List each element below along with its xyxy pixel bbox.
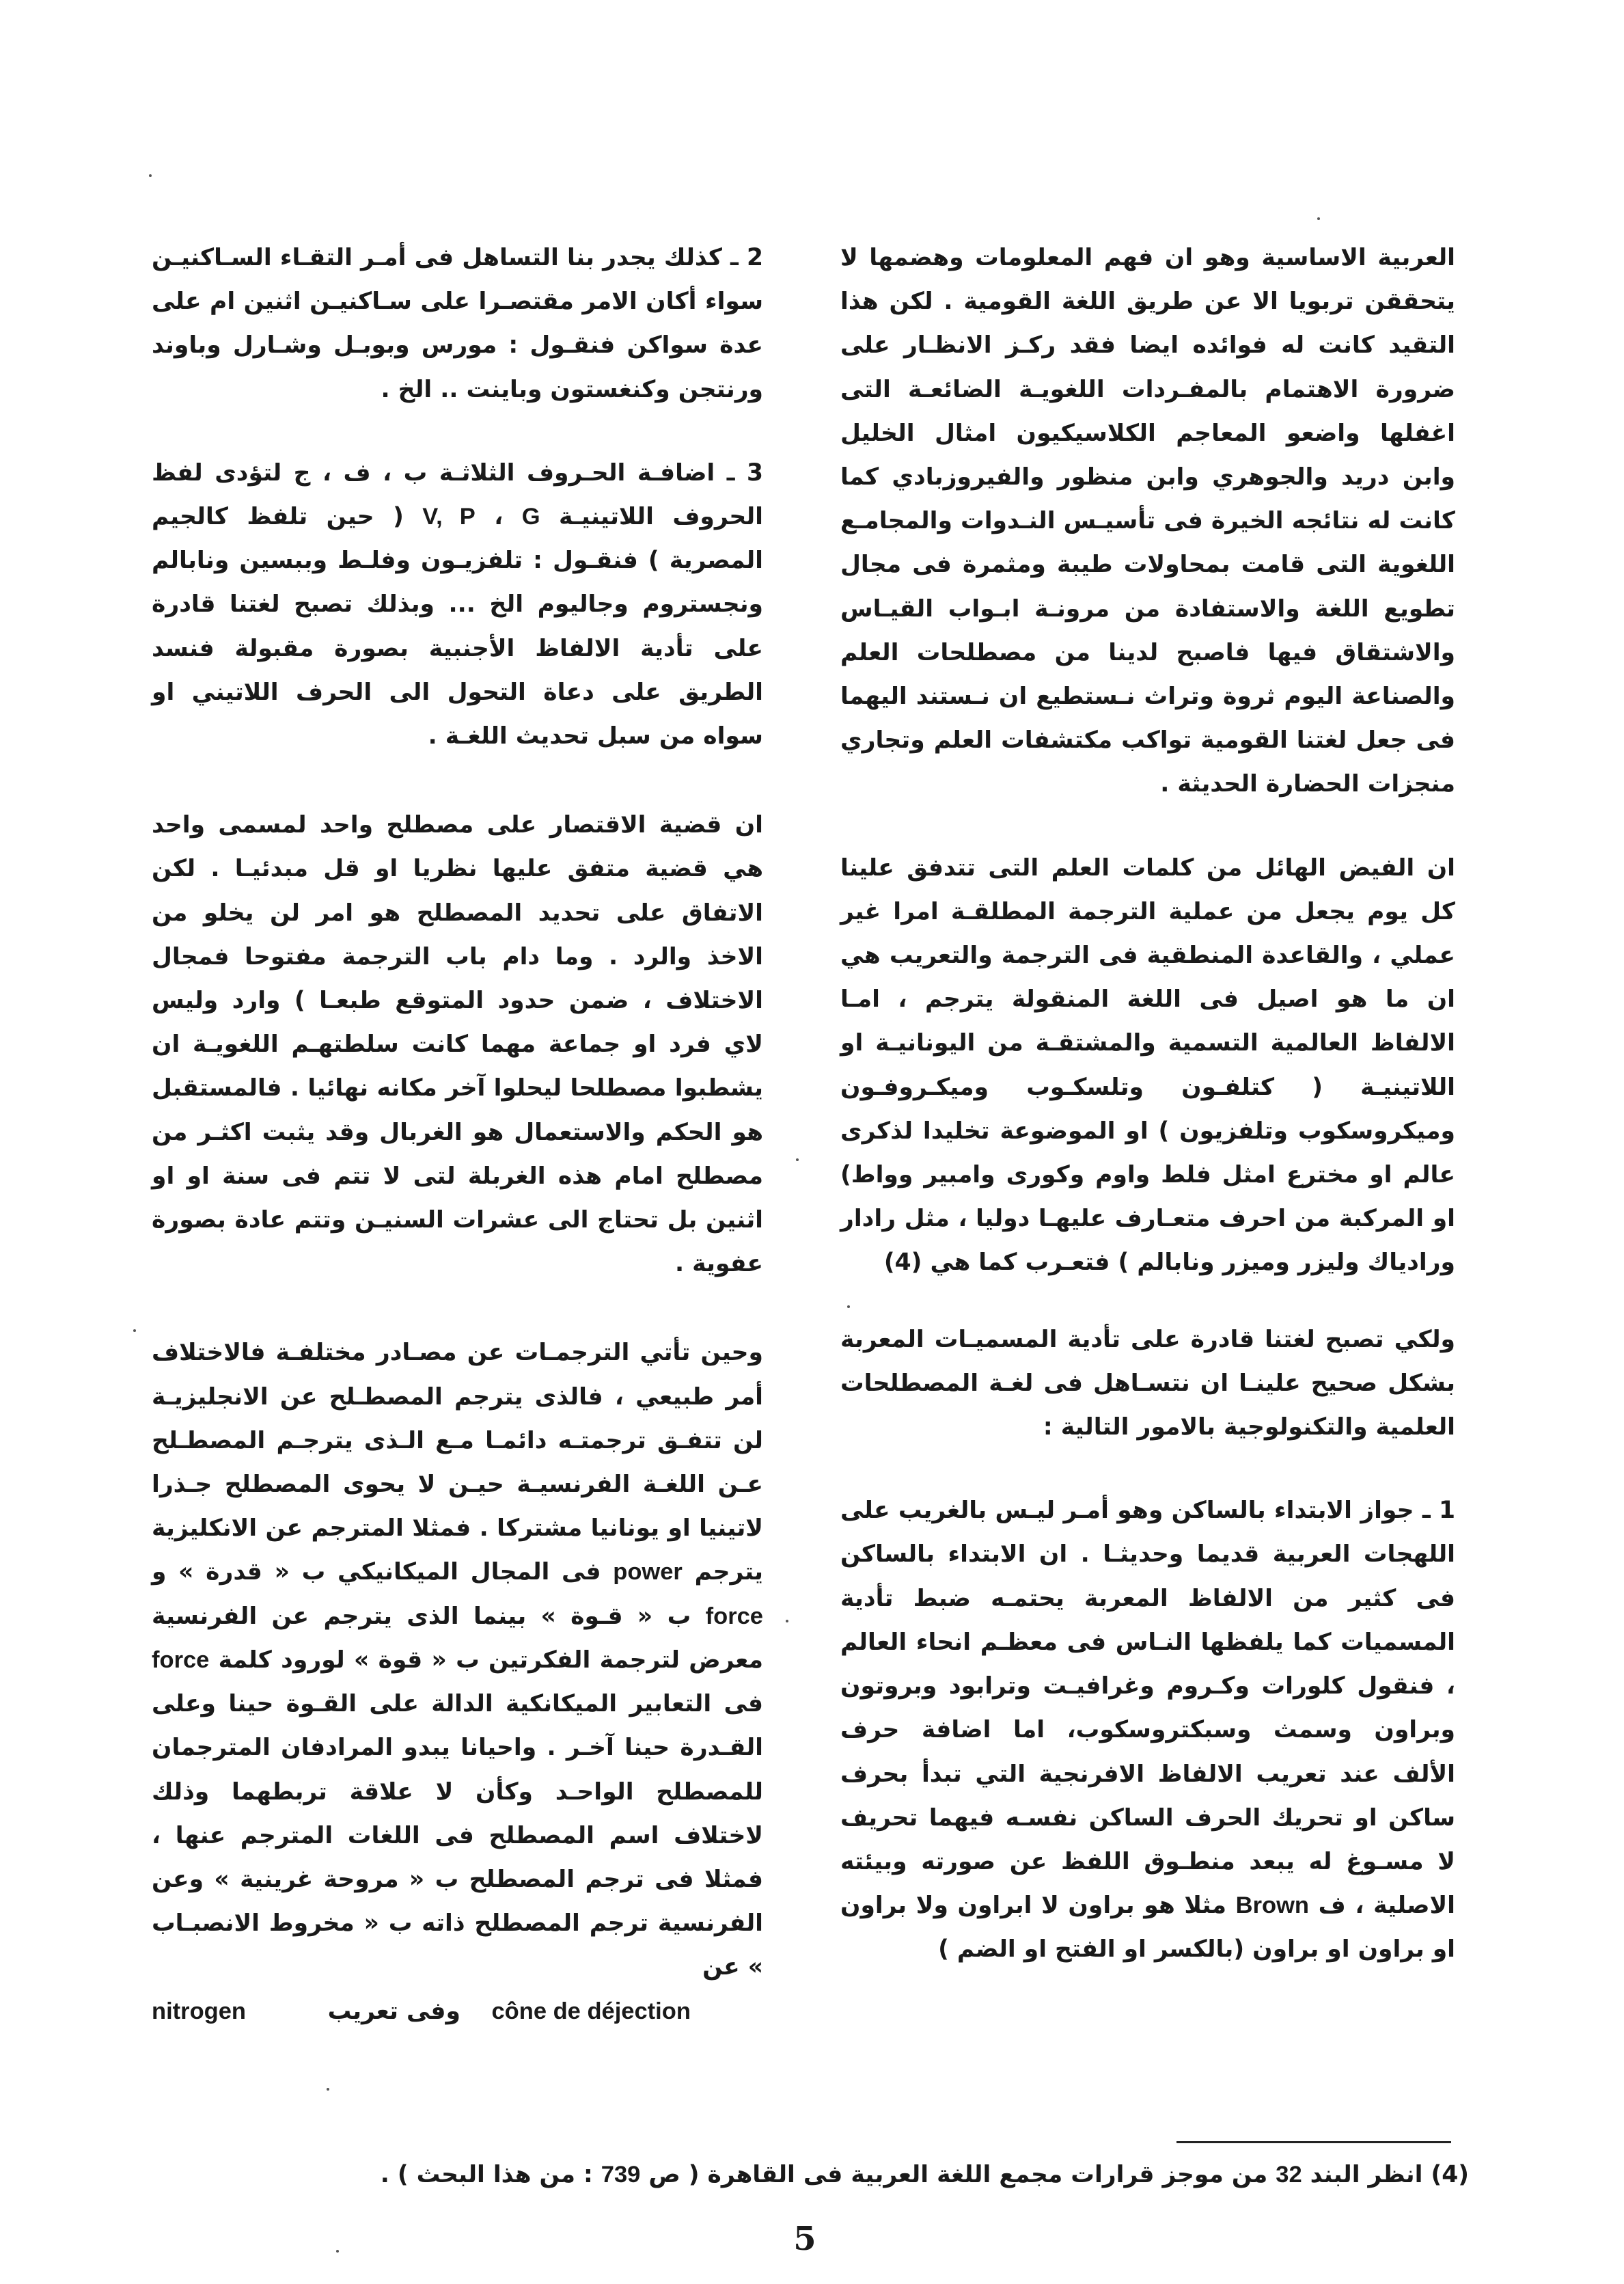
right-paragraph-2 <box>840 846 1455 1285</box>
page-number: 5 <box>793 2220 816 2258</box>
scan-speck <box>796 1158 799 1161</box>
right-paragraph-4 <box>840 1488 1455 1971</box>
right-paragraph-3: ولكي تصبح لغتنا قادرة على تأدية المسميـات المعربة بشكل صحيح علينـا ان نتسـاهل فى لغـة المصطلحات العلمية والتكنولوجية بالامور التالية : <box>840 1325 1455 1441</box>
footnote-reference: (4) <box>883 1249 922 1277</box>
left-paragraph-4-text-b: فى المجال الميكانيكي ب « قدرة » و <box>152 1558 601 1586</box>
left-column-last-line <box>152 1989 763 2033</box>
left-paragraph-4-text-a: وحين تأتي الترجمـات عن مصـادر مختلفـة فالاختلاف أمر طبيعي ، فالذى يترجم المصطـلح عن الانجليزيـة لن تتفـق ترجمتـه دائمـا مـع الـذى يترجـم المصطـلح عـن اللغـة الفرنسيـة حيـن لا يحوى المصطلح جـذرا لاتينيا او يونانيا مشتركا . فمثلا المترجم عن الانكليزية يترجم <box>152 1339 764 1586</box>
footnote-text-c: : من هذا البحث ) . <box>380 2161 593 2188</box>
latin-letters-v-p: V, P <box>422 504 476 530</box>
left-paragraph-4 <box>152 1331 763 1989</box>
latin-term-brown: Brown <box>1235 1892 1309 1919</box>
left-column <box>152 236 763 2033</box>
right-paragraph-4-text-a: 1 ـ جواز الابتداء بالساكن وهو أمـر ليـس بالغريب على اللهجات العربية قديما وحديثـا . ان الابتداء بالساكن فى كثير من الالفاظ المعربة يحتمـه ضبط تأدية المسميات كما يلفظها النـاس فى معظـم انحاء العالم ، فنقول كلورات وكـروم وغرافيـت وترابود وبروتون وبراون وسمث وسبكتروسكوب، اما اضافة حرف الألف عند تعريب الالفاظ الافرنجية التي تبدأ بحرف ساكن او تحريك الحرف الساكن نفسـه فيهما تحريف لا مسـوغ له يبعد منطـوق اللفظ عن صورته وبيئته الاصلية ، ف <box>840 1497 1456 1920</box>
right-paragraph-1: العربية الاساسية وهو ان فهم المعلومات وهضمها لا يتحققن تربويا الا عن طريق اللغة القومية . لكن هذا التقيد كانت له فوائده ايضا فقد ركـز الانظـار على ضرورة الاهتمام بالمفـردات اللغويـة الضائعـة التى اغفلها واضعو المعاجم الكلاسيكيون امثال الخليل وابن دريد والجوهري وابن منظور والفيروزبادي كما كانت له نتائجه الخيرة فى تأسيـس النـدوات والمجامـع اللغوية التى قامت بمحاولات طيبة ومثمرة فى مجال تطويع اللغة والاستفادة من مرونـة ابـواب القيـاس والاشتقاق فيها فاصبح لدينا من مصطلحات العلم والصناعة اليوم ثروة وتراث نـستطيع ان نـستند اليهما فى جعل لغتنا القومية تواكب مكتشفات العلم وتجاري منجزات الحضارة الحديثة . <box>840 244 1455 798</box>
left-paragraph-2-text-a: 3 ـ اضافـة الحـروف الثلاثـة ب ، ف ، ج لتؤدى لفظ الحروف اللاتينيـة <box>152 459 763 531</box>
latin-term-force-1: force <box>705 1603 763 1629</box>
left-paragraph-1: 2 ـ كذلك يجدر بنا التساهل فى أمـر التقـاء السـاكنيـن سواء أكان الامر مقتصـرا على سـاكنيـن اثنين ام على عدة سواكن فنقـول : مورس وبوبـل وشـارل وباوند ورنتجن وكنغستون وباينت .. الخ . <box>152 244 763 403</box>
latin-term-force-2: force <box>152 1646 210 1673</box>
right-column <box>840 236 1455 1972</box>
latin-letter-g: G <box>521 504 540 530</box>
footnote-text-a: انظر البند <box>1310 2161 1423 2188</box>
right-paragraph-4-text-b: مثلا هو براون لا ابراون ولا براون او براون او براون (بالكسر او الفتح او الضم ) <box>840 1892 1455 1963</box>
left-paragraph-4-text-c: ب « قـوة » بينما الذى يترجم عن الفرنسية معرض لترجمة الفكرتين ب « قوة » لورود كلمة <box>152 1602 763 1674</box>
left-paragraph-2-text-b: ( حين تلفظ كالجيم المصرية ) فنقـول : تلفزيـون وفلـط وببسين ونابالم ونجستروم وجاليوم الخ ... وبذلك تصبح لغتنا قادرة على تأدية الالفاظ الأجنبية بصورة مقبولة فنسد الطريق على دعاة التحول الى الحرف اللاتيني او سواه من سبل تحديث اللغـة . <box>152 503 763 750</box>
scan-speck <box>133 1329 136 1332</box>
footnote-page-number: 739 <box>601 2162 641 2188</box>
left-paragraph-2-separator: ، <box>494 503 504 531</box>
left-paragraph-3: ان قضية الاقتصار على مصطلح واحد لمسمى واحد هي قضية متفق عليها نظريا او قل مبدئيـا . لكن الاتفاق على تحديد المصطلح هو امر لن يخلو من الاخذ والرد . وما دام باب الترجمة مفتوحا فمجال الاختلاف ، ضمن حدود المتوقع طبعـا ) وارد وليس لاي فرد او جماعة مهما كانت سلطتهـم اللغويـة ان يشطبوا مصطلحا ليحلوا آخر مكانه نهائيا . فالمستقبل هو الحكم والاستعمال هو الغربال وقد يثبت اكثـر من مصطلح امام هذه الغربلة لتى لا تتم فى سنة او او اثنين بل تحتاج الى عشرات السنيـن وتتم عادة بصورة عفوية . <box>152 811 763 1278</box>
scan-speck <box>786 1620 788 1622</box>
scan-speck <box>1317 217 1320 220</box>
left-paragraph-4-text-d: فى التعابير الميكانكية الدالة على القـوة حينا وعلى القـدرة حينا آخـر . واحيانا يبدو المرادفان المترجمان للمصطلح الواحـد وكأن لا علاقة تربطهما وذلك لاختلاف اسم المصطلح فى اللغات المترجم عنها ، فمثلا فى ترجم المصطلح ب « مروحة غرينية » وعن الفرنسية ترجم المصطلح ذاته ب « مخروط الانصبـاب » عن <box>152 1690 763 1981</box>
latin-term-nitrogen: nitrogen <box>152 1998 246 2024</box>
footnote-text-b: من موجز قرارات مجمع اللغة العربية فى القاهرة ( ص <box>648 2161 1268 2188</box>
footnote-rule <box>1176 2141 1451 2143</box>
footnote-item-number: 32 <box>1276 2162 1302 2188</box>
scan-speck <box>336 2250 339 2253</box>
scan-speck <box>149 174 152 177</box>
last-line-arabic: وفى تعريب <box>327 1997 460 2025</box>
latin-term-power: power <box>613 1559 683 1586</box>
scan-speck <box>327 2088 329 2091</box>
right-paragraph-2-text: ان الفيض الهائل من كلمات العلم التى تتدفق علينا كل يوم يجعل من عملية الترجمة المطلقـة امرا غير عملي ، والقاعدة المنطقية فى الترجمة والتعريب هي ان ما هو اصيل فى اللغة المنقولة يترجم ، امـا الالفاظ العالمية التسمية والمشتقـة من اليونانيـة او اللاتينيـة ( كتلفـون وتلسكـوب وميكـروفـون وميكروسكوب وتلفزيون ) او الموضوعة تخليدا لذكرى عالم او مخترع امثل فلط واوم وكورى وامبير وواط) او المركبة من احرف متعـارف عليهـا دوليا ، مثل رادار ورادياك وليزر وميزر ونابالم ) فتعـرب كما هي <box>840 854 1455 1277</box>
latin-term-cone-de-dejection: cône de déjection <box>491 1998 691 2024</box>
scan-speck <box>847 1305 850 1308</box>
left-paragraph-2 <box>152 451 763 758</box>
footnote <box>198 2154 1469 2195</box>
footnote-number: (4) <box>1431 2161 1469 2188</box>
